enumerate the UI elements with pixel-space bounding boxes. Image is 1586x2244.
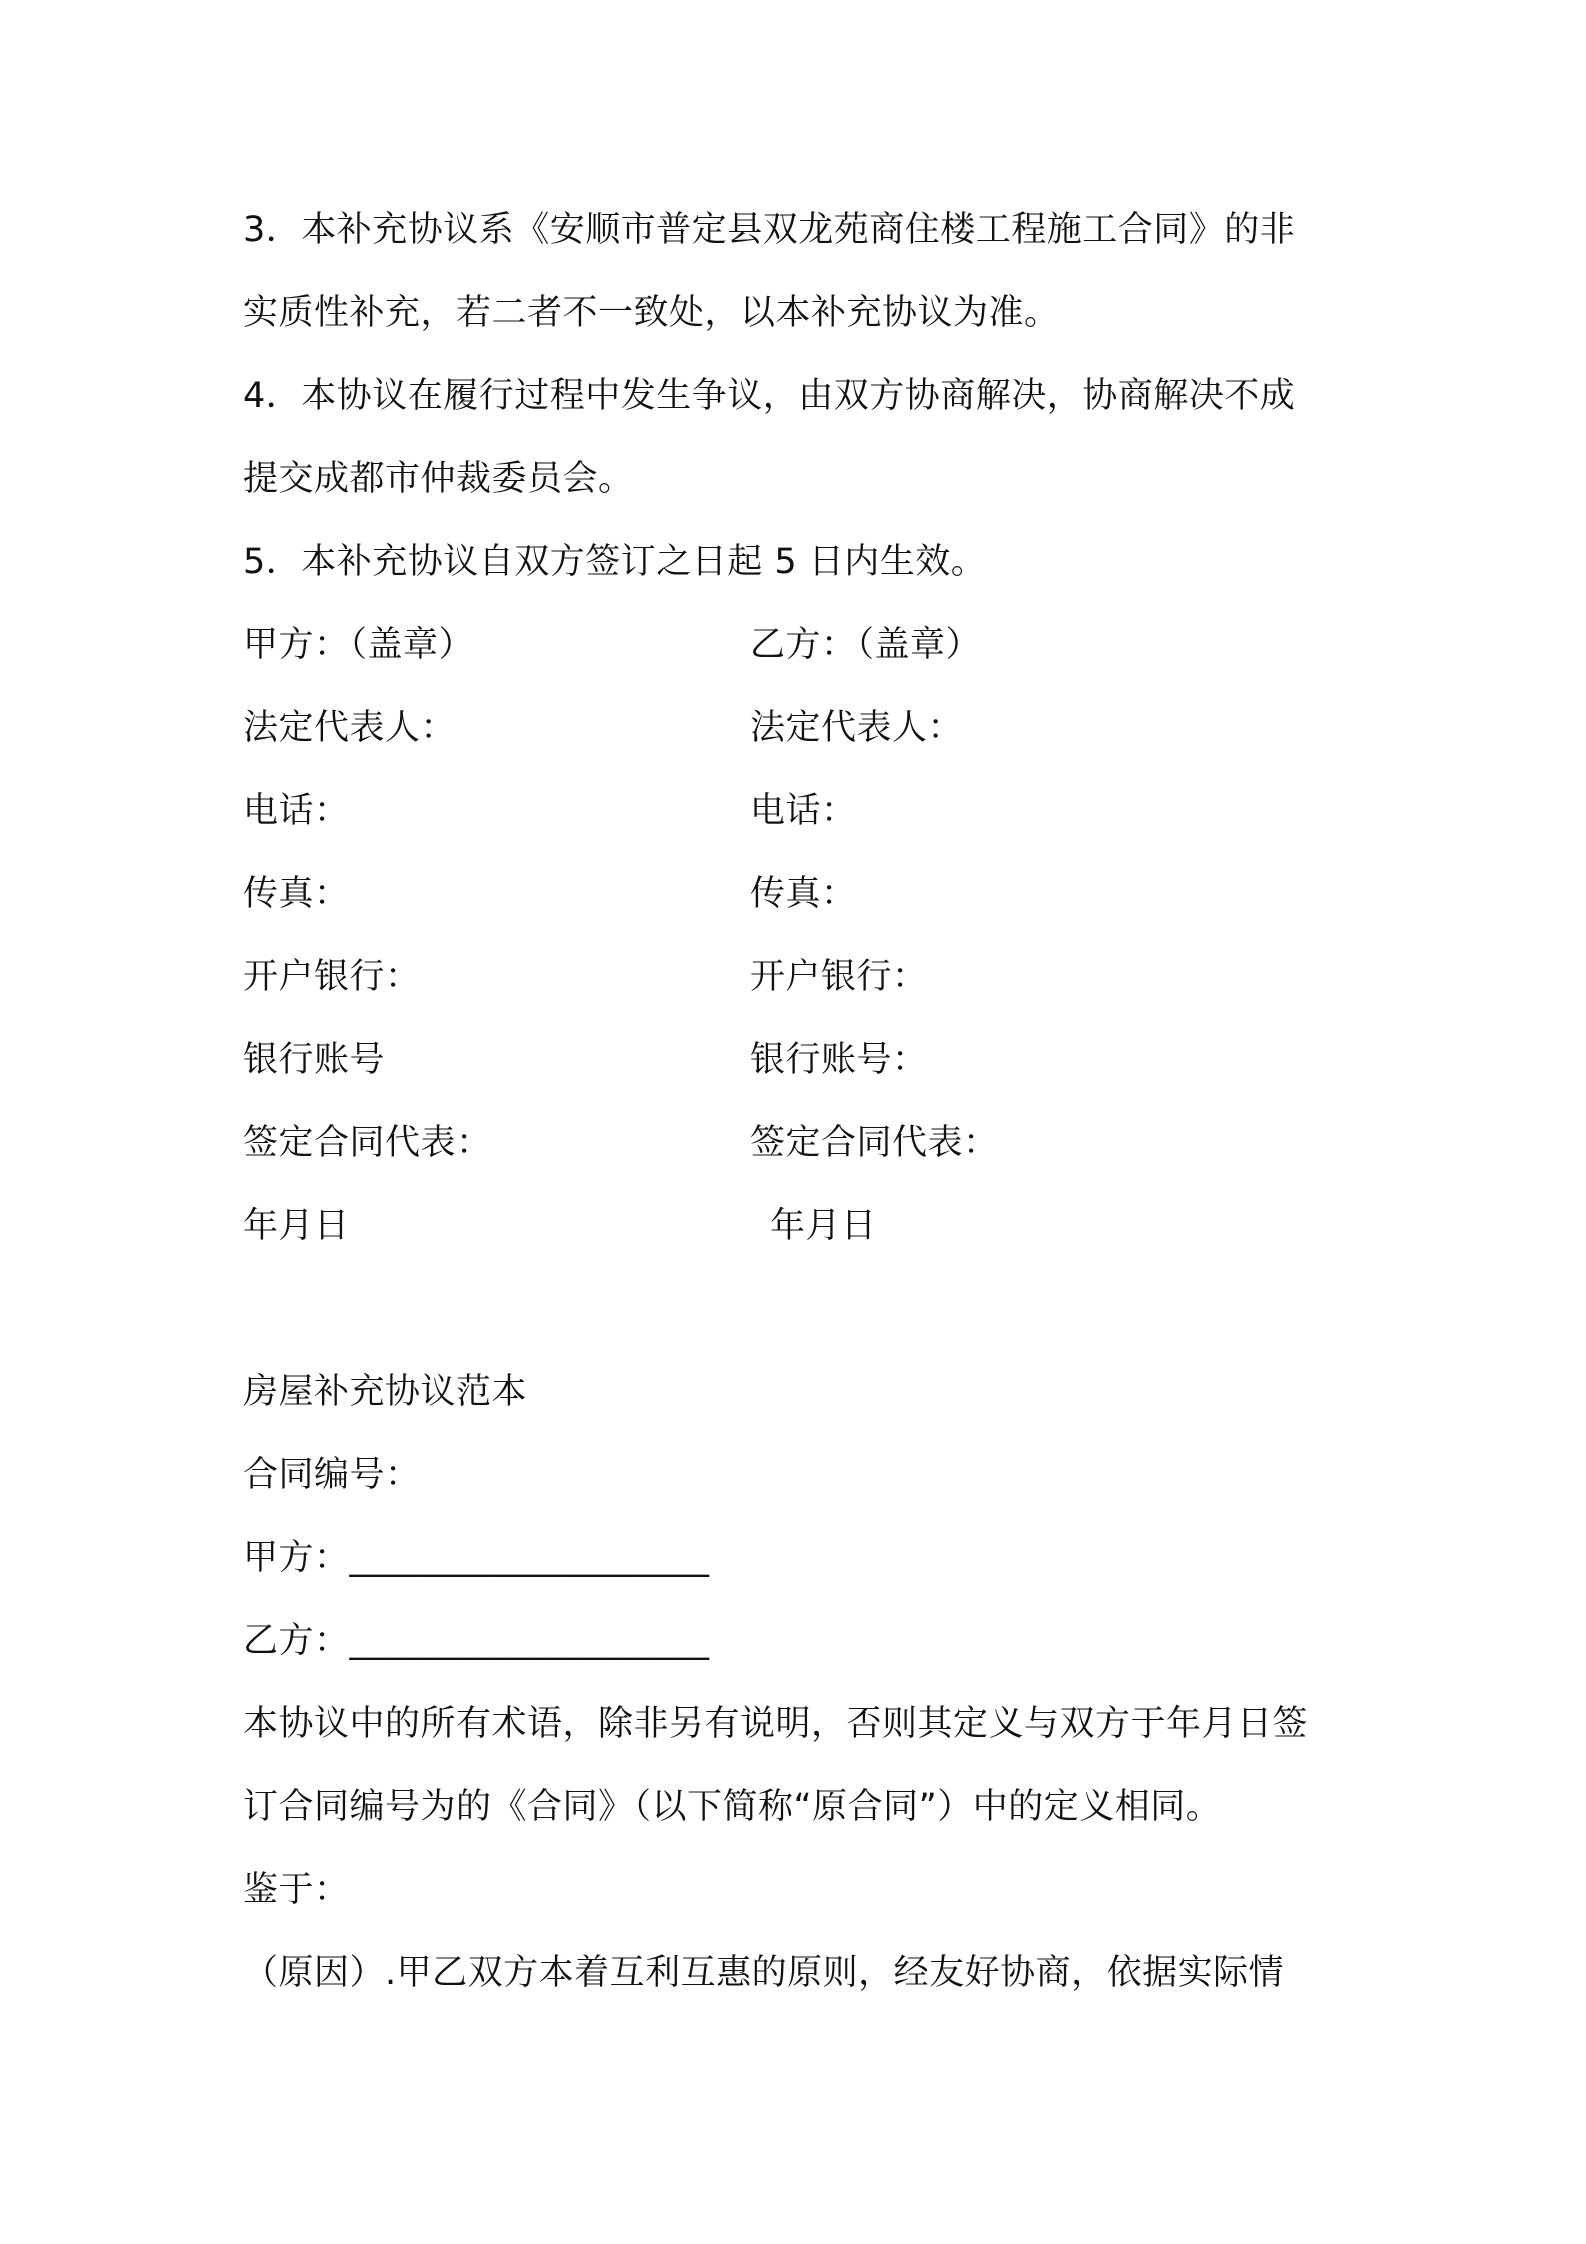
clause-5: 5．本补充协议自双方签订之日起 5 日内生效。: [243, 542, 987, 582]
clause-4-line-2: 提交成都市仲裁委员会。: [243, 459, 634, 499]
party-a-signatory: 签定合同代表：: [243, 1123, 492, 1163]
party-b-date: 年月日: [770, 1206, 877, 1246]
whereas-label: 鉴于：: [243, 1870, 350, 1910]
party-b-legal-rep: 法定代表人：: [750, 708, 964, 748]
second-doc-party-a: 甲方：____________________: [243, 1538, 710, 1578]
party-b-seal: 乙方：（盖章）: [750, 625, 982, 665]
clause-4-line-1: 4．本协议在履行过程中发生争议，由双方协商解决，协商解决不成: [243, 376, 1296, 416]
clause-3-line-2: 实质性补充，若二者不一致处，以本补充协议为准。: [243, 293, 1060, 333]
party-a-fax: 传真：: [243, 874, 350, 914]
party-b-signatory: 签定合同代表：: [750, 1123, 999, 1163]
clause-3-line-1: 3．本补充协议系《安顺市普定县双龙苑商住楼工程施工合同》的非: [243, 210, 1296, 250]
contract-number-label: 合同编号：: [243, 1455, 421, 1495]
party-b-fax: 传真：: [750, 874, 857, 914]
party-a-legal-rep: 法定代表人：: [243, 708, 457, 748]
intro-line-1: 本协议中的所有术语，除非另有说明，否则其定义与双方于年月日签: [243, 1704, 1309, 1744]
party-a-seal: 甲方：（盖章）: [243, 625, 475, 665]
second-doc-title: 房屋补充协议范本: [243, 1372, 528, 1412]
party-b-phone: 电话：: [750, 791, 857, 831]
reason-line-1: （原因）.甲乙双方本着互利互惠的原则，经友好协商，依据实际情: [243, 1953, 1285, 1993]
party-a-account: 银行账号: [243, 1040, 386, 1080]
party-a-bank: 开户银行：: [243, 957, 421, 997]
intro-line-2: 订合同编号为的《合同》（以下简称“原合同”）中的定义相同。: [243, 1787, 1222, 1827]
party-a-date: 年月日: [243, 1206, 350, 1246]
second-doc-party-b: 乙方：____________________: [243, 1621, 710, 1661]
party-a-phone: 电话：: [243, 791, 350, 831]
party-b-bank: 开户银行：: [750, 957, 928, 997]
party-b-account: 银行账号：: [750, 1040, 928, 1080]
